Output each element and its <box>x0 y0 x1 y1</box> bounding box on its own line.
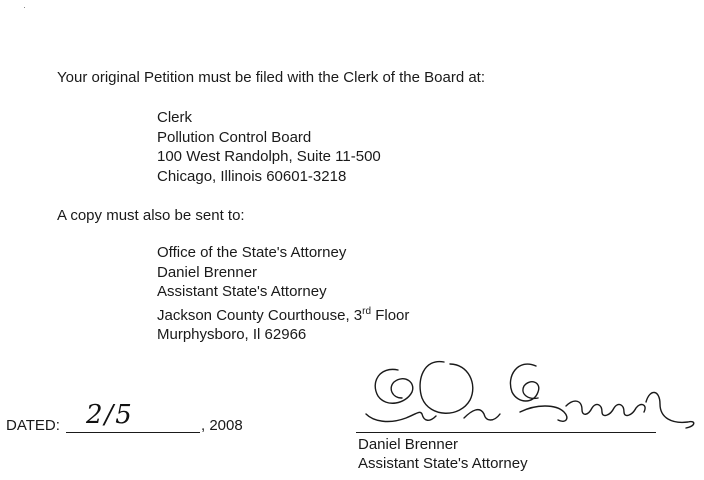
address-line: Daniel Brenner <box>157 263 258 281</box>
date-year: , 2008 <box>201 417 243 434</box>
address-line: Assistant State's Attorney <box>157 283 327 300</box>
date-underline <box>66 432 200 433</box>
signer-name: Daniel Brenner <box>358 436 459 453</box>
signer-title: Assistant State's Attorney <box>358 455 528 472</box>
signature-line <box>356 432 656 433</box>
attorney-address-block <box>157 243 409 345</box>
address-line: Chicago, Illinois 60601-3218 <box>157 167 347 185</box>
address-line: Clerk <box>157 109 193 126</box>
address-line: 100 West Randolph, Suite 11-500 <box>157 148 381 165</box>
dated-label: DATED: <box>6 417 60 434</box>
address-line: Office of the State's Attorney <box>157 244 347 261</box>
ordinal-suffix: rd <box>362 305 372 317</box>
filing-instruction: Your original Petition must be filed with the Clerk of the Board at: <box>57 69 486 86</box>
handwritten-date: 2/5 <box>86 400 134 430</box>
signer-block <box>358 435 528 473</box>
address-line: Murphysboro, Il 62966 <box>157 326 307 343</box>
address-line: Pollution Control Board <box>157 128 312 146</box>
address-text: Jackson County Courthouse, 3 <box>157 306 363 324</box>
handwritten-signature <box>360 352 700 436</box>
copy-instruction: A copy must also be sent to: <box>57 207 245 224</box>
address-text: Floor <box>371 306 410 324</box>
address-line <box>157 302 409 326</box>
speck <box>24 7 25 8</box>
clerk-address-block <box>157 108 381 186</box>
